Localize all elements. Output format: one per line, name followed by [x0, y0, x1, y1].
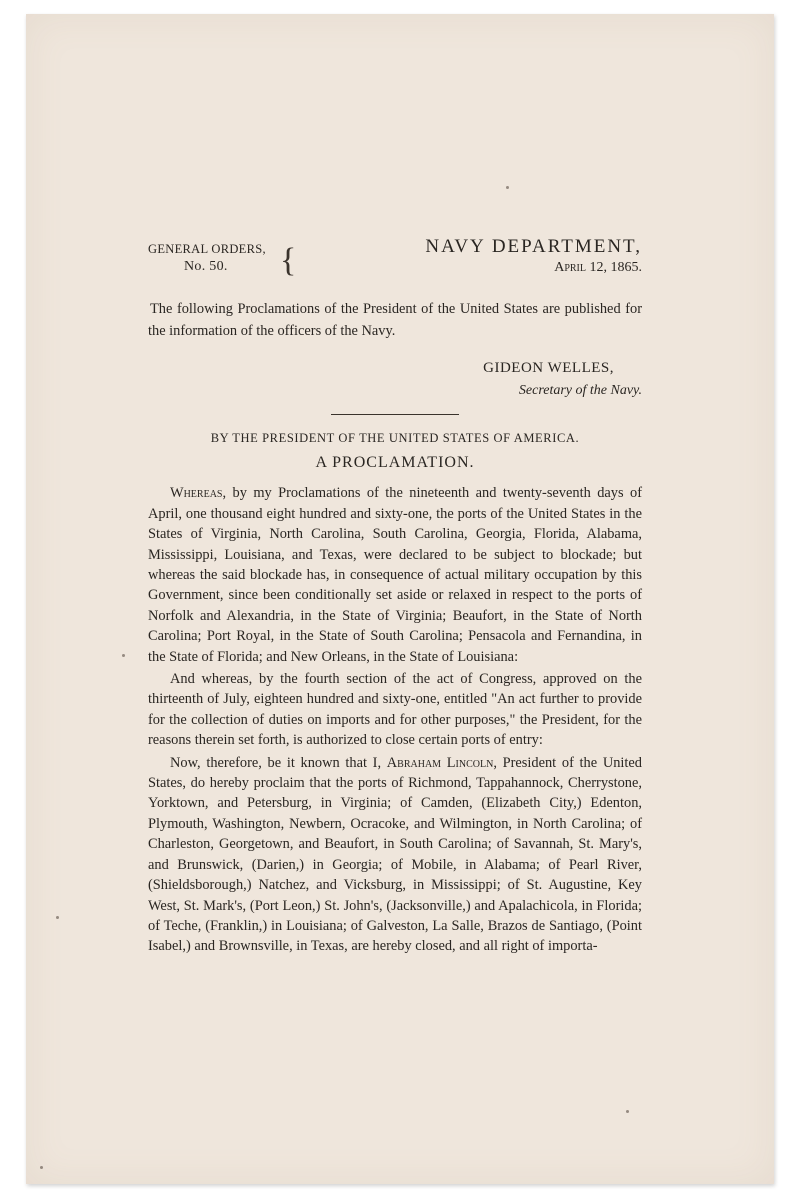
intro-paragraph: The following Proclamations of the President of the United States are published for the information of the officers of the Navy. — [148, 301, 642, 339]
proclamation-title: A PROCLAMATION. — [315, 454, 475, 472]
paper-speck — [40, 1166, 43, 1169]
signer-title: Secretary of the Navy. — [518, 383, 642, 399]
signer-name: GIDEON WELLES, — [483, 360, 614, 377]
paper-speck — [122, 654, 125, 657]
now-therefore-lead: Now, therefore, be it known that I, — [170, 754, 387, 771]
whereas-lead: Whereas — [170, 485, 223, 502]
section-divider — [331, 414, 459, 415]
orders-header — [148, 236, 642, 286]
order-date: April 12, 1865. — [554, 260, 642, 275]
department-block — [425, 236, 642, 276]
brace-glyph: { — [280, 242, 297, 279]
whereas-text: , by my Proclamations of the nineteenth and twenty-seventh days of April, one thousand eight hundred and sixty-one, the ports of the United States in the States of Virginia, North Carolina, South Carolina, Georgia, Florida, Alabama, Mississippi, Louisiana, and Texas, were declared to be subject to blockade; but whereas the said blockade has, in consequence of actual military occupation by this Government, since been conditionally set aside or relaxed in respect to the ports of Norfolk and Alexandria, in the State of Virginia; Beaufort, in the State of North Carolina; Port Royal, in the State of South Carolina; Pensacola and Fernandina, in the State of Florida; and New Orleans, in the State of Louisiana: — [148, 485, 642, 665]
and-whereas-paragraph: And whereas, by the fourth section of the act of Congress, approved on the thirteenth of July, eighteen hundred and sixty-one, entitled "An act further to provide for the collection of duties on imports and for other purposes," the President, for the reasons therein set forth, is authorized to close certain ports of entry: — [148, 671, 642, 749]
now-therefore-text: , President of the United States, do hereby proclaim that the ports of Richmond, Tappahannock, Cherrystone, Yorktown, and Petersburg, in Virginia; of Camden, (Elizabeth City,) Edenton, Plymouth, Washington, Newbern, Ocracoke, and Wilmington, in North Carolina; of Charleston, Georgetown, and Beaufort, in South Carolina; of Savannah, St. Mary's, and Brunswick, (Darien,) in Georgia; of Mobile, in Alabama; of Pearl River, (Shieldsborough,) Natchez, and Vicksburg, in Mississippi; of St. Augustine, Key West, St. Mark's, (Port Leon,) St. John's, (Jacksonville,) and Apalachicola, in Florida; of Teche, (Franklin,) in Louisiana; of Galveston, La Salle, Brazos de Santiago, (Point Isabel,) and Brownsville, in Texas, are hereby closed, and all right of importa- — [148, 754, 643, 955]
general-orders-block — [148, 242, 266, 275]
signature-block — [148, 356, 642, 402]
general-orders-label: GENERAL ORDERS, — [148, 242, 266, 256]
document-body — [148, 236, 643, 959]
orders-number: No. 50. — [184, 259, 228, 274]
now-therefore-paragraph — [148, 753, 642, 957]
proclamation-heading: BY THE PRESIDENT OF THE UNITED STATES OF AMERICA. — [210, 431, 580, 446]
paper-speck — [506, 186, 509, 189]
president-name: Abraham Lincoln — [386, 754, 494, 771]
whereas-paragraph — [148, 483, 642, 667]
paper-speck — [56, 916, 59, 919]
paper-speck — [626, 1110, 629, 1113]
department-name: NAVY DEPARTMENT, — [425, 236, 642, 257]
